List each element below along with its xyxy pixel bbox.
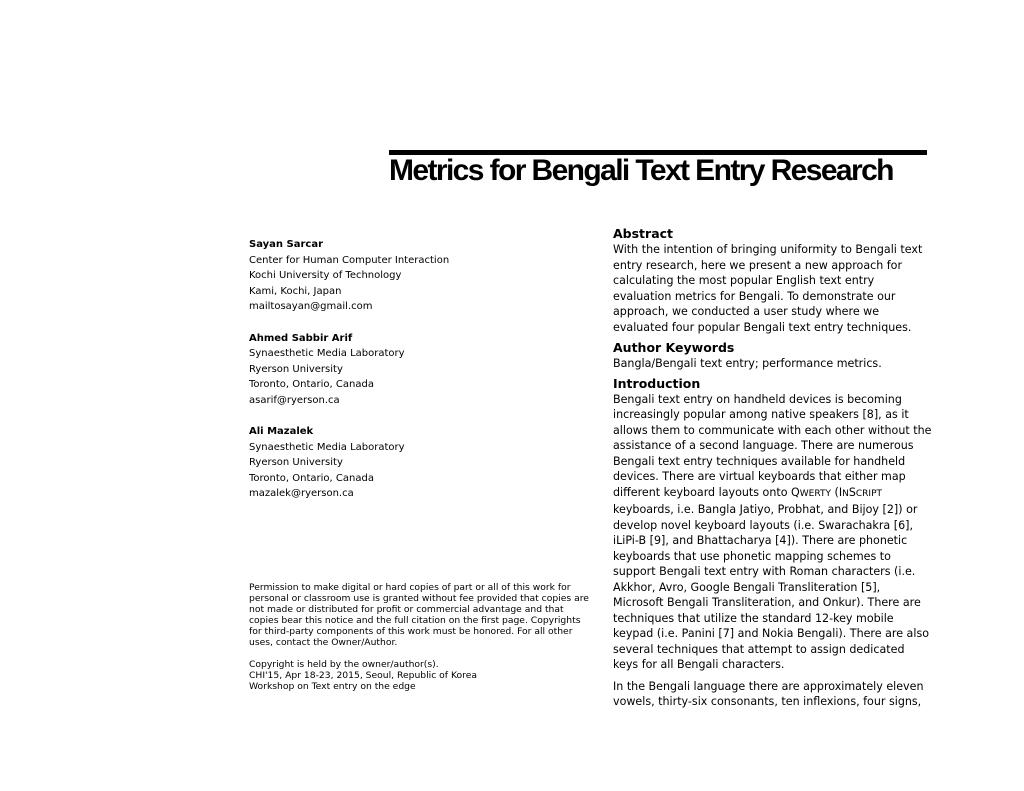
inscript-smallcaps: CRIPT [855,488,882,499]
introduction-paragraph-2: In the Bengali language there are approximately eleven vowels, thirty-six consonants, ten inflexions, four signs, [613,679,924,708]
author-location: Toronto, Ontario, Canada [249,472,374,484]
author-1 [249,237,579,315]
main-column [613,225,933,710]
conference-line: CHI'15, Apr 18-23, 2015, Seoul, Republic of Korea [249,670,477,681]
author-affiliation: Center for Human Computer Interaction [249,254,450,266]
abstract-text: With the intention of bringing uniformity to Bengali text entry research, here we present a new approach for calculating the most popular English text entry evaluation metrics for Bengali. To demonstrate our approach, we conducted a user study where we evaluated four popular Bengali text entry techniques. [613,243,923,334]
intro-text-part: Bengali text entry on handheld devices is becoming increasingly popular among native speakers [8], as it allows them to communicate with each other without the assistance of a second language. There are numerous Bengali text entry techniques available for handheld devices. There are virtual keyboards that either map different keyboard layouts onto [613,392,932,499]
keywords-text: Bangla/Bengali text entry; performance metrics. [613,357,882,370]
author-2 [249,331,579,409]
author-affiliation: Ryerson University [249,457,343,468]
qwerty-initial: Q [791,485,800,499]
author-name: Sayan Sarcar [249,239,323,250]
author-affiliation: Synaesthetic Media Laboratory [249,441,405,453]
inscript-initial: I [838,485,843,499]
author-email: asarif@ryerson.ca [249,394,340,406]
introduction-paragraph-1 [613,392,933,673]
introduction-heading: Introduction [613,375,701,391]
permission-notice-block [249,582,591,692]
intro-text-part: keyboards, i.e. Bangla Jatiyo, Probhat, and Bijoy [2]) or develop novel keyboard layouts (i.e. Swarachakra [6], iLiPi-B [9], and Bhattacharya [4]). There are phonetic keyboards that use phonetic mapping schemes to support Bengali text entry with Roman characters (i.e. Akkhor, Avro, Google Bengali Transliteration [5], Microsoft Bengali Transliteration, and Onkur). There are techniques that utilize the standard 12-key mobile keypad (i.e. Panini [7] and Nokia Bengali). There are also several techniques that attempt to assign dedicated keys for all Bengali characters. [613,503,930,671]
copyright-block [249,659,591,692]
workshop-line: Workshop on Text entry on the edge [249,681,416,692]
author-name: Ali Mazalek [249,426,314,437]
author-email: mazalek@ryerson.ca [249,488,354,499]
author-email: mailtosayan@gmail.com [249,301,373,312]
abstract-heading: Abstract [613,226,674,241]
author-affiliation: Ryerson University [249,363,343,375]
permission-notice: Permission to make digital or hard copies of part or all of this work for personal or classroom use is granted without fee provided that copies are not made or distributed for profit or commercial advantage and that copies bear this notice and the full citation on the first page. Copyrights for third-party components of this work must be honored. For all other uses, contact the Owner/Author. [249,582,589,648]
author-affiliation: Kochi University of Technology [249,270,402,281]
author-3 [249,424,579,502]
copyright-line: Copyright is held by the owner/author(s). [249,659,439,670]
inscript-smallcaps-n: N [842,488,849,499]
author-block [249,237,579,518]
qwerty-smallcaps: WERTY [799,488,831,499]
author-name: Ahmed Sabbir Arif [249,332,353,344]
author-affiliation: Synaesthetic Media Laboratory [249,348,405,359]
author-location: Kami, Kochi, Japan [249,285,342,297]
paper-title: Metrics for Bengali Text Entry Research [389,154,893,187]
paren-open: ( [830,485,839,499]
keywords-heading: Author Keywords [613,340,735,355]
author-location: Toronto, Ontario, Canada [249,379,374,390]
inscript-s: S [848,485,856,499]
